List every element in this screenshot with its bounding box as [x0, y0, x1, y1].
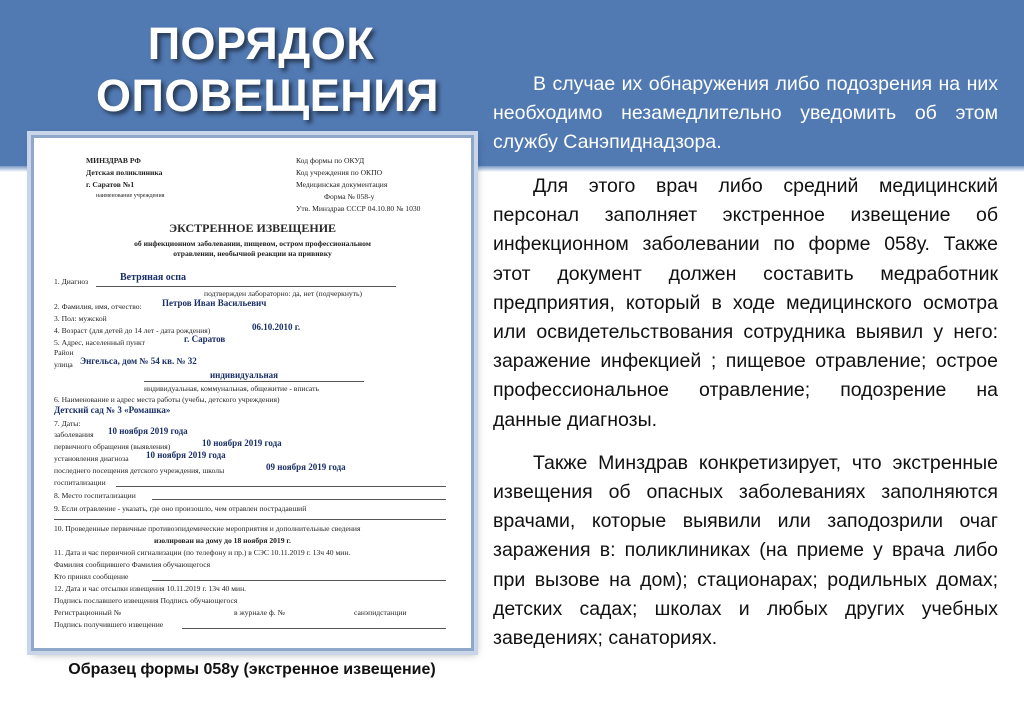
- form-disease-label: заболевания: [54, 430, 94, 439]
- paragraph-1: Для этого врач либо средний медицинский персонал заполняет экстренное извещение об инфекционном заболевании по форме 058у. Также этот документ должен составить медработник предприятия, который в ходе медицинского осмотра или освидетельствования сотрудника выявил у него: заражение инфекцией ; пищевое отравление; острое профессиональное отравление; подозрение на данные диагнозы.: [493, 175, 998, 431]
- form-lastvisit-label: последнего посещения детского учреждения, школы: [54, 466, 225, 475]
- form-sent: 12. Дата и час отсылки извещения 10.11.2019 г. 13ч 40 мин.: [54, 584, 247, 593]
- paragraph-2: Также Минздрав конкретизирует, что экстренные извещения об опасных заболеваниях заполняются врачами, которые выявили или заподозрили очаг заражения в: поликлиниках (на приеме у врача либо при вызове на дом); стационарах; родильных домах; детских садах; школах и любых других учебных заведениях; санаториях.: [493, 451, 998, 650]
- form-street-value: Энгельса, дом № 54 кв. № 32: [80, 356, 197, 366]
- form-hosp-place: 8. Место госпитализации: [54, 491, 136, 500]
- form-street-label: улица: [54, 360, 73, 369]
- form-sex: 3. Пол: мужской: [54, 314, 107, 323]
- form-org-1: МИНЗДРАВ РФ: [86, 156, 141, 165]
- form-addr-value: г. Саратов: [184, 334, 226, 344]
- form-journal: в журнале ф. №: [234, 608, 285, 617]
- form-org-3: г. Саратов №1: [86, 180, 135, 189]
- form-underline: [54, 519, 446, 520]
- form-diag-value: Ветряная оспа: [120, 272, 186, 283]
- form-heading: ЭКСТРЕННОЕ ИЗВЕЩЕНИЕ: [168, 221, 337, 235]
- form-sub-2: отравлении, необычной реакции на прививку: [173, 249, 332, 258]
- form-isolated: изолирован на дому до 18 ноября 2019 г.: [154, 536, 291, 545]
- form-058u-sample: [31, 135, 474, 651]
- form-meddoc: Медицинская документация: [296, 180, 388, 189]
- form-diag-label: 1. Диагноз: [54, 277, 89, 286]
- body-text: [493, 172, 998, 667]
- form-sender-sign: Подпись пославшего извещения Подпись обучающегося: [54, 596, 238, 605]
- form-okud: Код формы по ОКУД: [296, 156, 365, 165]
- form-district: Район: [54, 348, 74, 357]
- form-addr-label: 5. Адрес, населенный пункт: [54, 338, 145, 347]
- form-name-label: 2. Фамилия, имя, отчество:: [54, 302, 142, 311]
- form-caption: Образец формы 058у (экстренное извещение): [68, 661, 436, 678]
- form-age-label: 4. Возраст (для детей до 14 лет - дата рождения): [54, 326, 211, 335]
- form-housing-value: индивидуальная: [210, 370, 279, 380]
- form-measures: 10. Проведенные первичные противоэпидемические мероприятия и дополнительные сведения: [54, 524, 361, 533]
- form-okpo: Код учреждения по ОКПО: [296, 168, 383, 177]
- form-org-2: Детская поликлиника: [86, 168, 163, 177]
- form-station: санэпидстанции: [354, 608, 407, 617]
- form-housing-note: индивидуальная, коммунальная, общежитие - вписать: [144, 384, 319, 393]
- form-name-value: Петров Иван Васильевич: [162, 298, 267, 308]
- form-diag-confirm: подтвержден лабораторно: да, нет (подчеркнуть): [204, 289, 363, 298]
- form-reporter: Фамилия сообщившего Фамилия обучающегося: [54, 560, 211, 569]
- form-signal: 11. Дата и час первичной сигнализации (по телефону и пр.) в СЭС 10.11.2019 г. 13ч 40 мин.: [54, 548, 351, 557]
- form-primary-value: 10 ноября 2019 года: [202, 438, 282, 448]
- form-underline: [152, 499, 446, 500]
- form-primary-label: первичного обращения (выявления): [54, 442, 171, 451]
- form-underline: [152, 580, 446, 581]
- form-dates: 7. Даты:: [54, 419, 81, 428]
- form-underline: [144, 381, 364, 382]
- form-work-value: Детский сад № 3 «Ромашка»: [54, 405, 171, 415]
- form-underline: [116, 486, 446, 487]
- title-line-2: ОПОВЕЩЕНИЯ: [96, 70, 439, 121]
- form-receiver: Кто принял сообщение: [54, 572, 129, 581]
- form-disease-value: 10 ноября 2019 года: [108, 426, 188, 436]
- form-approved: Утв. Минздрав СССР 04.10.80 № 1030: [296, 204, 421, 213]
- intro-text: [493, 70, 998, 157]
- form-lastvisit-value: 09 ноября 2019 года: [266, 462, 346, 472]
- title-line-1: ПОРЯДОК: [147, 18, 375, 69]
- form-org-4: наименование учреждения: [96, 193, 165, 199]
- form-work-label: 6. Наименование и адрес места работы (учебы, детского учреждения): [54, 395, 280, 404]
- form-number: Форма № 058-у: [324, 192, 375, 201]
- form-poison: 9. Если отравление - указать, где оно произошло, чем отравлен пострадавший: [54, 504, 307, 513]
- page-title: [96, 18, 439, 122]
- form-hosp: госпитализации: [54, 478, 106, 487]
- form-underline: [182, 628, 446, 629]
- intro-paragraph: В случае их обнаружения либо подозрения на них необходимо незамедлительно уведомить об этом службу Санэпиднадзора.: [493, 73, 998, 153]
- form-receiver-sign: Подпись получившего извещение: [54, 620, 164, 629]
- form-diagset-label: установления диагноза: [54, 454, 129, 463]
- form-reg-no: Регистрационный №: [54, 608, 121, 617]
- form-sub-1: об инфекционном заболевании, пищевом, остром профессиональном: [134, 239, 371, 248]
- form-age-value: 06.10.2010 г.: [252, 322, 301, 332]
- form-diagset-value: 10 ноября 2019 года: [146, 450, 226, 460]
- form-underline: [96, 286, 396, 287]
